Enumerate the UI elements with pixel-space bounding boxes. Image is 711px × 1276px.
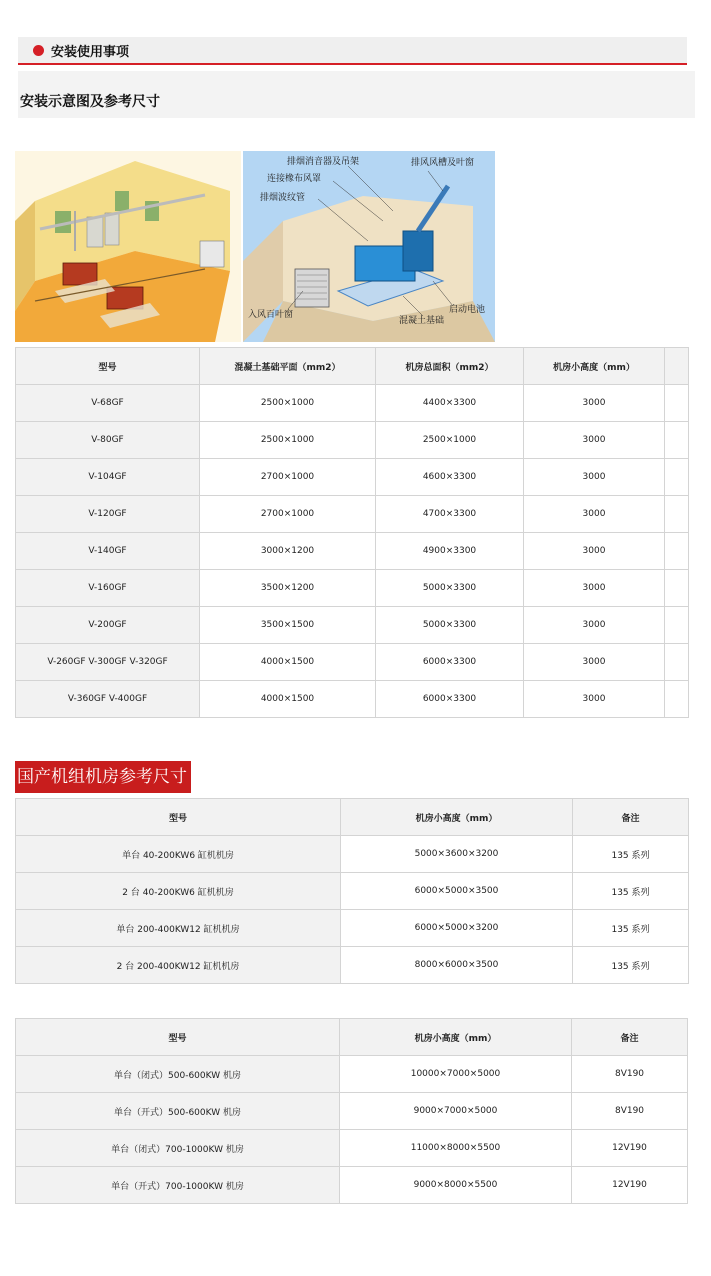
table-row xyxy=(16,607,689,644)
diagram-label: 排烟波纹管 xyxy=(260,193,306,203)
table-cell: 5000×3300 xyxy=(376,607,524,644)
diagram-label: 入风百叶窗 xyxy=(248,310,294,320)
table-row xyxy=(16,1167,688,1204)
table-cell: 3500×1500 xyxy=(200,607,376,644)
table-cell: 2 台 40-200KW6 缸机机房 xyxy=(16,873,341,910)
genset-size-table xyxy=(15,347,689,718)
diagram-label: 混凝土基础 xyxy=(399,316,445,326)
table-cell: 2500×1000 xyxy=(376,422,524,459)
table-cell: 4900×3300 xyxy=(376,533,524,570)
table-cell: 3000 xyxy=(524,422,665,459)
subsection-title: 安装示意图及参考尺寸 xyxy=(20,94,160,110)
table-cell: 8V190 xyxy=(572,1056,688,1093)
table-cell: 3500×1200 xyxy=(200,570,376,607)
bullet-icon xyxy=(33,45,44,56)
table-row xyxy=(16,496,689,533)
table-header-cell: 备注 xyxy=(572,1019,688,1056)
table-cell: 单台（闭式）500-600KW 机房 xyxy=(16,1056,340,1093)
table-header-cell: 机房小高度（mm） xyxy=(524,348,665,385)
table-row xyxy=(16,1093,688,1130)
table-cell: 8000×6000×3500 xyxy=(341,947,573,984)
table-row xyxy=(16,947,689,984)
table-cell xyxy=(665,459,689,496)
table-row xyxy=(16,459,689,496)
table-header-cell: 机房总面积（mm2） xyxy=(376,348,524,385)
table-cell: 2700×1000 xyxy=(200,496,376,533)
table-cell: 11000×8000×5500 xyxy=(340,1130,572,1167)
table-header-row xyxy=(16,348,689,385)
table-row xyxy=(16,873,689,910)
table-cell: 5000×3300 xyxy=(376,570,524,607)
domestic-room-table xyxy=(15,798,689,984)
table-cell: V-68GF xyxy=(16,385,200,422)
table-cell: V-104GF xyxy=(16,459,200,496)
table-row xyxy=(16,422,689,459)
table-cell: 2 台 200-400KW12 缸机机房 xyxy=(16,947,341,984)
table-cell: 5000×3600×3200 xyxy=(341,836,573,873)
table-cell xyxy=(665,644,689,681)
table-cell: V-160GF xyxy=(16,570,200,607)
table-cell: 3000 xyxy=(524,496,665,533)
table-row xyxy=(16,644,689,681)
table-cell: 3000 xyxy=(524,385,665,422)
section-title: 安装使用事项 xyxy=(51,45,130,60)
table-cell: V-200GF xyxy=(16,607,200,644)
diagram-label: 排风风槽及叶窗 xyxy=(411,158,475,168)
table-cell: 4000×1500 xyxy=(200,681,376,718)
table-cell: V-140GF xyxy=(16,533,200,570)
table-cell: 135 系列 xyxy=(573,947,689,984)
machine-room-illustration xyxy=(15,151,241,342)
table-row xyxy=(16,385,689,422)
diagram-label: 启动电池 xyxy=(449,305,486,315)
table-row xyxy=(16,910,689,947)
table-cell: 8V190 xyxy=(572,1093,688,1130)
table-header-cell: 混凝土基础平面（mm2） xyxy=(200,348,376,385)
table-cell: 6000×3300 xyxy=(376,681,524,718)
table-cell: 单台（闭式）700-1000KW 机房 xyxy=(16,1130,340,1167)
table-cell: V-260GF V-300GF V-320GF xyxy=(16,644,200,681)
table-row xyxy=(16,1130,688,1167)
table-cell: 3000 xyxy=(524,533,665,570)
table-cell xyxy=(665,496,689,533)
table-row xyxy=(16,1056,688,1093)
section-header xyxy=(18,37,687,65)
table-row xyxy=(16,570,689,607)
table-header-row xyxy=(16,1019,688,1056)
table-cell xyxy=(665,422,689,459)
table-cell: 2700×1000 xyxy=(200,459,376,496)
table-cell: 单台 200-400KW12 缸机机房 xyxy=(16,910,341,947)
table-cell: 6000×5000×3200 xyxy=(341,910,573,947)
table-cell: 4000×1500 xyxy=(200,644,376,681)
table-cell: 12V190 xyxy=(572,1130,688,1167)
subsection-header xyxy=(18,71,695,118)
table-cell: 9000×8000×5500 xyxy=(340,1167,572,1204)
table-header-cell xyxy=(665,348,689,385)
table-cell: 单台（开式）700-1000KW 机房 xyxy=(16,1167,340,1204)
table-cell: 4400×3300 xyxy=(376,385,524,422)
table-cell: 单台（开式）500-600KW 机房 xyxy=(16,1093,340,1130)
table-header-cell: 备注 xyxy=(573,799,689,836)
table-row xyxy=(16,836,689,873)
domestic-section-title: 国产机组机房参考尺寸 xyxy=(15,761,191,793)
table-cell: 3000×1200 xyxy=(200,533,376,570)
table-cell: V-80GF xyxy=(16,422,200,459)
table-cell: 3000 xyxy=(524,644,665,681)
table-header-cell: 型号 xyxy=(16,348,200,385)
table-cell: 3000 xyxy=(524,607,665,644)
table-cell xyxy=(665,533,689,570)
table-cell xyxy=(665,681,689,718)
table-header-cell: 机房小高度（mm） xyxy=(341,799,573,836)
table-cell: 3000 xyxy=(524,570,665,607)
large-room-table xyxy=(15,1018,688,1204)
table-cell: 10000×7000×5000 xyxy=(340,1056,572,1093)
table-header-cell: 型号 xyxy=(16,799,341,836)
table-cell xyxy=(665,570,689,607)
table-cell: 4600×3300 xyxy=(376,459,524,496)
table-cell: 12V190 xyxy=(572,1167,688,1204)
diagram-label: 排烟消音器及吊架 xyxy=(287,157,360,167)
table-cell: 135 系列 xyxy=(573,836,689,873)
diagram-label: 连接橡布风罩 xyxy=(267,174,322,184)
table-cell: 135 系列 xyxy=(573,910,689,947)
table-row xyxy=(16,533,689,570)
table-header-row xyxy=(16,799,689,836)
table-cell: V-120GF xyxy=(16,496,200,533)
table-cell xyxy=(665,607,689,644)
table-cell: 3000 xyxy=(524,459,665,496)
table-header-cell: 机房小高度（mm） xyxy=(340,1019,572,1056)
table-header-cell: 型号 xyxy=(16,1019,340,1056)
installation-diagram xyxy=(243,151,495,342)
table-cell: 6000×3300 xyxy=(376,644,524,681)
table-cell: 2500×1000 xyxy=(200,385,376,422)
table-cell: 6000×5000×3500 xyxy=(341,873,573,910)
table-cell xyxy=(665,385,689,422)
table-cell: 3000 xyxy=(524,681,665,718)
table-cell: 4700×3300 xyxy=(376,496,524,533)
table-cell: 单台 40-200KW6 缸机机房 xyxy=(16,836,341,873)
table-cell: 9000×7000×5000 xyxy=(340,1093,572,1130)
table-cell: 135 系列 xyxy=(573,873,689,910)
table-cell: V-360GF V-400GF xyxy=(16,681,200,718)
table-row xyxy=(16,681,689,718)
table-cell: 2500×1000 xyxy=(200,422,376,459)
